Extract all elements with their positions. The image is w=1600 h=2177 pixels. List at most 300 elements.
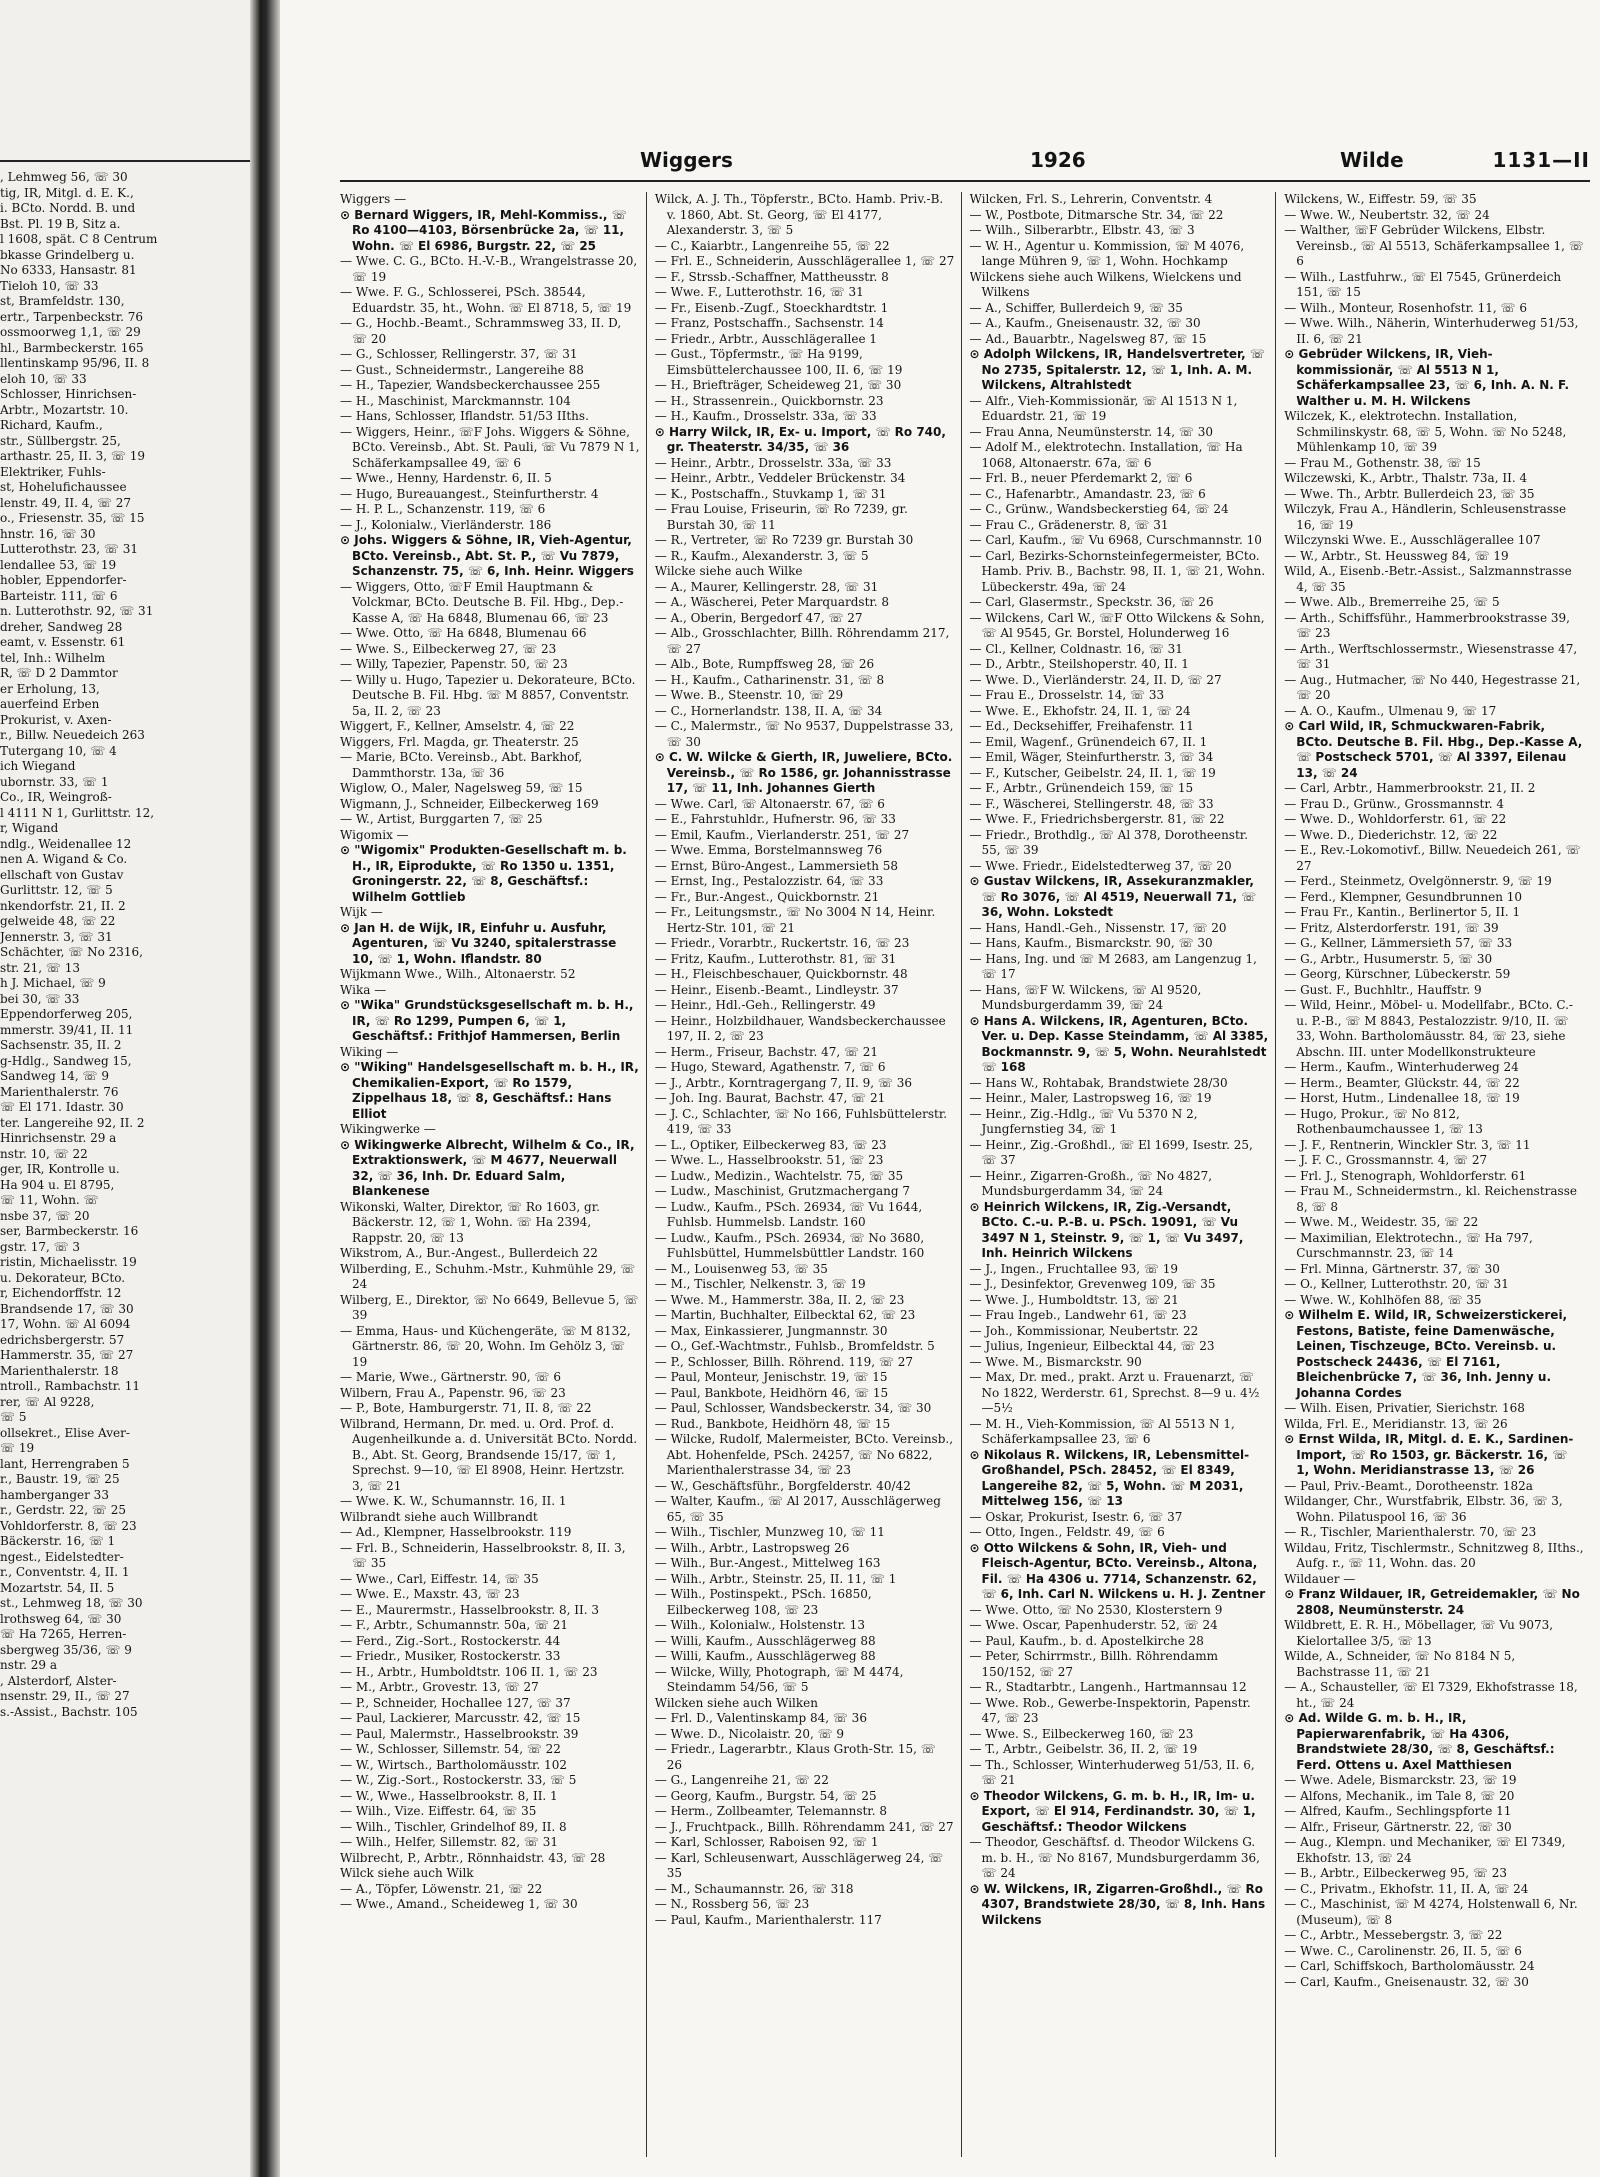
directory-entry: — Wwe. Wilh., Näherin, Winterhuderweg 51/53, II. 6, ☏ 21 [1284, 316, 1579, 346]
directory-entry: — Wilh., Tischler, Munzweg 10, ☏ 11 [654, 1525, 885, 1539]
directory-entry: Wilck siehe auch Wilk [340, 1866, 474, 1880]
directory-entry: — Wwe. Rob., Gewerbe-Inspektorin, Papenstr. 47, ☏ 23 [969, 1695, 1251, 1725]
firm-entry: ⊙ Otto Wilckens & Sohn, IR, Vieh- und Fleisch-Agentur, BCto. Vereinsb., Altona, Fil. ☏ Ha 4306 u. 7714, Schanzenstr. 62, ☏ 6, Inh. Carl N. Wilckens u. H. J. Zentner [969, 1540, 1266, 1601]
directory-entry: — Franz, Postschaffn., Sachsenstr. 14 [654, 316, 884, 330]
left-page-line: er Erholung, 13, [0, 681, 100, 696]
left-page-line: r., Gerdstr. 22, ☏ 25 [0, 1503, 126, 1517]
left-page-line: hamberganger 33 [0, 1487, 109, 1502]
directory-entry: — Cl., Kellner, Coldnastr. 16, ☏ 31 [969, 641, 1183, 656]
directory-entry: — Joh. Ing. Baurat, Bachstr. 47, ☏ 21 [654, 1091, 886, 1105]
directory-entry: — J. C., Schlachter, ☏ No 166, Fuhlsbüttelerstr. 419, ☏ 33 [654, 1106, 948, 1136]
left-page-line: ellschaft von Gustav [0, 867, 124, 882]
directory-entry: — H., Arbtr., Humboldtstr. 106 II. 1, ☏ 23 [340, 1664, 598, 1679]
directory-page [280, 0, 1600, 2177]
directory-entry: — M., Tischler, Nelkenstr. 3, ☏ 19 [654, 1277, 866, 1291]
directory-entry: — C., Hafenarbtr., Amandastr. 23, ☏ 6 [969, 486, 1206, 501]
directory-entry: Wildau, Fritz, Tischlermstr., Schnitzweg 8, IIths., Aufg. r., ☏ 11, Wohn. das. 20 [1284, 1540, 1584, 1570]
directory-entry: — Aug., Klempn. und Mechaniker, ☏ El 7349, Ekhofstr. 13, ☏ 24 [1284, 1835, 1566, 1865]
directory-entry: — Wwe. D., Vierländerstr. 24, II. D, ☏ 27 [969, 672, 1222, 687]
left-page-line: R, ☏ D 2 Dammtor [0, 666, 118, 680]
directory-entry: — Wwe. K. W., Schumannstr. 16, II. 1 [340, 1494, 567, 1508]
directory-entry: — Ernst, Ing., Pestalozzistr. 64, ☏ 33 [654, 874, 884, 888]
directory-entry: — Wilh., Arbtr., Lastropsweg 26 [654, 1540, 850, 1555]
directory-entry: Wilczek, K., elektrotechn. Installation, Schmilinskystr. 68, ☏ 5, Wohn. ☏ No 5248, Mühlenkamp 10, ☏ 39 [1284, 409, 1567, 454]
directory-entry: — Herm., Friseur, Bachstr. 47, ☏ 21 [654, 1044, 879, 1059]
directory-entry: — Wwe. F., Friedrichsbergerstr. 81, ☏ 22 [969, 812, 1225, 826]
book-gutter [250, 0, 280, 2177]
directory-entry: — Alfons, Mechanik., im Tale 8, ☏ 20 [1284, 1788, 1515, 1803]
firm-entry: ⊙ Gebrüder Wilckens, IR, Vieh-kommissionär, ☏ Al 5513 N 1, Schäferkampsallee 23, ☏ 6, Inh. A. N. F. Walther u. M. H. Wilckens [1284, 347, 1570, 408]
directory-entry: — Wiggers, Heinr., ☏F Johs. Wiggers & Söhne, BCto. Vereinsb., Abt. St. Pauli, ☏ Vu 7879 N 1, Schäferkampsallee 49, ☏ 6 [340, 424, 640, 470]
directory-entry: — B., Arbtr., Eilbeckerweg 95, ☏ 23 [1284, 1866, 1507, 1880]
directory-entry: — Frl. B., neuer Pferdemarkt 2, ☏ 6 [969, 471, 1193, 485]
directory-entry: — H., Briefträger, Scheideweg 21, ☏ 30 [654, 378, 902, 392]
directory-entry: — A. O., Kaufm., Ulmenau 9, ☏ 17 [1284, 703, 1497, 718]
directory-entry: — Wilcke, Rudolf, Malermeister, BCto. Vereinsb., Abt. Hohenfelde, PSch. 24257, ☏ No 6822, Marienthalerstrasse 34, ☏ 23 [654, 1432, 954, 1477]
left-page-line: hl., Barmbeckerstr. 165 [0, 340, 144, 355]
firm-entry: ⊙ Heinrich Wilckens, IR, Zig.-Versandt, BCto. C.-u. P.-B. u. PSch. 19091, ☏ Vu 3497 N 1, Steinstr. 9, ☏ 1, ☏ Vu 3497, Inh. Heinrich Wilckens [969, 1199, 1244, 1260]
directory-entry: — Frau M., Schneidermstrn., kl. Reichenstrasse 8, ☏ 8 [1284, 1184, 1577, 1214]
directory-entry: — Otto, Ingen., Feldstr. 49, ☏ 6 [969, 1525, 1165, 1539]
directory-entry: Wijkmann Wwe., Wilh., Altonaerstr. 52 [340, 967, 576, 981]
directory-entry: — Paul, Bankbote, Heidhörn 46, ☏ 15 [654, 1385, 889, 1400]
directory-entry: Wilcke siehe auch Wilke [654, 564, 803, 578]
left-page-line: i. BCto. Nordd. B. und [0, 201, 136, 215]
directory-entry: Wikonski, Walter, Direktor, ☏ Ro 1603, gr. Bäckerstr. 12, ☏ 1, Wohn. ☏ Ha 2394, Rappstr. 20, ☏ 13 [340, 1199, 600, 1245]
directory-entry: Wigomix — [340, 827, 409, 842]
left-page-line: eamt, v. Essenstr. 61 [0, 635, 126, 649]
left-page-line: Jennerstr. 3, ☏ 31 [0, 929, 113, 944]
left-page-line: Brandsende 17, ☏ 30 [0, 1301, 134, 1316]
left-page-line: nsenstr. 29, II., ☏ 27 [0, 1689, 130, 1703]
directory-entry: — Friedr., Lagerarbtr., Klaus Groth-Str. 15, ☏ 26 [654, 1742, 936, 1772]
left-page-line: tel, Inh.: Wilhelm [0, 650, 106, 665]
directory-entry: — W., Wwe., Hasselbrookstr. 8, II. 1 [340, 1788, 558, 1803]
directory-entry: — A., Maurer, Kellingerstr. 28, ☏ 31 [654, 579, 879, 594]
left-page-line: ☏ El 171. Idastr. 30 [0, 1100, 124, 1114]
directory-entry: — Willi, Kaufm., Ausschlägerweg 88 [654, 1633, 876, 1648]
directory-entry: Wiking — [340, 1044, 399, 1059]
directory-entry: — Ferd., Klempner, Gesundbrunnen 10 [1284, 889, 1523, 904]
left-page-line: n. Lutterothstr. 92, ☏ 31 [0, 604, 154, 618]
directory-entry: — Wwe. F. G., Schlosserei, PSch. 38544, Eduardstr. 35, ht., Wohn. ☏ El 8718, 5, ☏ 19 [340, 285, 632, 315]
directory-entry: — C., Hornerlandstr. 138, II. A, ☏ 34 [654, 703, 883, 718]
left-page-line: eloh 10, ☏ 33 [0, 371, 87, 386]
directory-entry: — Walter, Kaufm., ☏ Al 2017, Ausschlägerweg 65, ☏ 35 [654, 1494, 941, 1524]
directory-entry: — Emil, Wagenf., Grünendeich 67, II. 1 [969, 734, 1208, 749]
directory-entry: Wilda, Frl. E., Meridianstr. 13, ☏ 26 [1284, 1416, 1508, 1431]
firm-entry: ⊙ Carl Wild, IR, Schmuckwaren-Fabrik, BCto. Deutsche B. Fil. Hbg., Dep.-Kasse A, ☏ Postscheck 5701, ☏ Al 3397, Eilenau 13, ☏ 24 [1284, 719, 1583, 780]
directory-entry: — Carl, Schiffskoch, Bartholomäusstr. 24 [1284, 1959, 1535, 1973]
directory-entry: — Heinr., Holzbildhauer, Wandsbeckerchaussee 197, II. 2, ☏ 23 [654, 1013, 946, 1043]
directory-entry: — Alfr., Friseur, Gärtnerstr. 22, ☏ 30 [1284, 1819, 1512, 1834]
directory-entry: Wildbrett, E. R. H., Möbellager, ☏ Vu 9073, Kielortallee 3/5, ☏ 13 [1284, 1618, 1554, 1648]
left-page-line: bei 30, ☏ 33 [0, 991, 80, 1006]
directory-entry: — Ludw., Medizin., Wachtelstr. 75, ☏ 35 [654, 1168, 904, 1183]
directory-entry: — W., Schlosser, Sillemstr. 54, ☏ 22 [340, 1742, 561, 1756]
directory-entry: Wiggers, Frl. Magda, gr. Theaterstr. 25 [340, 734, 579, 749]
directory-entry: Wilczynski Wwe. E., Ausschlägerallee 107 [1284, 533, 1541, 547]
directory-entry: — Wwe. Otto, ☏ Ha 6848, Blumenau 66 [340, 626, 587, 640]
directory-entry: — Wwe. J., Humboldtstr. 13, ☏ 21 [969, 1292, 1179, 1307]
directory-entry: — Walther, ☏F Gebrüder Wilckens, Elbstr. Vereinsb., ☏ Al 5513, Schäferkampsallee 1, ☏ 6 [1284, 223, 1584, 268]
directory-entry: — Hans, Handl.-Geh., Nissenstr. 17, ☏ 20 [969, 920, 1227, 935]
firm-entry: ⊙ "Wigomix" Produkten-Gesellschaft m. b. H., IR, Eiprodukte, ☏ Ro 1350 u. 1351, Groningerstr. 22, ☏ 8, Geschäftsf.: Wilhelm Gottlieb [340, 843, 627, 904]
left-page-line: Eppendorferweg 205, [0, 1007, 133, 1021]
directory-entry: — H., Kaufm., Catharinenstr. 31, ☏ 8 [654, 672, 885, 687]
left-page-line: ser, Barmbeckerstr. 16 [0, 1224, 139, 1238]
directory-entry: — Maximilian, Elektrotechn., ☏ Ha 797, Curschmannstr. 23, ☏ 14 [1284, 1230, 1533, 1260]
directory-entry: — Hugo, Bureauangest., Steinfurtherstr. 4 [340, 486, 599, 501]
directory-entry: — Arth., Schiffsführ., Hammerbrookstrasse 39, ☏ 23 [1284, 610, 1570, 640]
directory-entry: — T., Arbtr., Geibelstr. 36, II. 2, ☏ 19 [969, 1742, 1198, 1756]
left-page-line: ristin, Michaelisstr. 19 [0, 1255, 137, 1269]
directory-entry: Wilde, A., Schneider, ☏ No 8184 N 5, Bachstrasse 11, ☏ 21 [1284, 1649, 1516, 1679]
directory-entry: — Willy, Tapezier, Papenstr. 50, ☏ 23 [340, 657, 568, 671]
directory-entry: — J., Desinfektor, Grevenweg 109, ☏ 35 [969, 1277, 1216, 1291]
directory-entry: — Theodor, Geschäftsf. d. Theodor Wilckens G. m. b. H., ☏ No 8167, Mundsburgerdamm 36, ☏ 24 [969, 1835, 1260, 1880]
directory-entry: — R., Stadtarbtr., Langenh., Hartmannsau 12 [969, 1680, 1247, 1694]
directory-entry: — Paul, Schlosser, Wandsbeckerstr. 34, ☏ 30 [654, 1401, 932, 1415]
directory-entry: — Frau Ingeb., Landwehr 61, ☏ 23 [969, 1308, 1187, 1322]
directory-entry: — Wilckens, Carl W., ☏F Otto Wilckens & Sohn, ☏ Al 9545, Gr. Borstel, Holunderweg 16 [969, 610, 1265, 640]
left-page-line: r, Eichendorffstr. 12 [0, 1286, 122, 1300]
directory-entry: — Heinr., Zig.-Hdlg., ☏ Vu 5370 N 2, Jungfernstieg 34, ☏ 1 [969, 1106, 1198, 1136]
directory-entry: — Adolf M., elektrotechn. Installation, ☏ Ha 1068, Altonaerstr. 67a, ☏ 6 [969, 440, 1243, 470]
header-year: 1926 [1030, 148, 1086, 172]
left-page-line: st., Lehmweg 18, ☏ 30 [0, 1596, 143, 1610]
directory-entry: — Gust., Töpfermstr., ☏ Ha 9199, Eimsbüttelerchaussee 100, II. 6, ☏ 19 [654, 347, 903, 377]
directory-entry: — Frl. B., Schneiderin, Hasselbrookstr. 8, II. 3, ☏ 35 [340, 1540, 626, 1570]
directory-entry: — Fr., Eisenb.-Zugf., Stoeckhardtstr. 1 [654, 300, 889, 315]
directory-entry: — A., Oberin, Bergedorf 47, ☏ 27 [654, 610, 863, 625]
directory-entry: — Wwe. M., Weidestr. 35, ☏ 22 [1284, 1215, 1479, 1229]
directory-entry: — P., Schlosser, Billh. Röhrend. 119, ☏ 27 [654, 1354, 914, 1369]
directory-entry: — E., Fahrstuhldr., Hufnerstr. 96, ☏ 33 [654, 812, 896, 826]
directory-entry: — A., Schausteller, ☏ El 7329, Ekhofstrasse 18, ht., ☏ 24 [1284, 1680, 1578, 1710]
left-page-line: str. 21, ☏ 13 [0, 960, 81, 975]
directory-entry: — Frau Fr., Kantin., Berlinertor 5, II. 1 [1284, 905, 1521, 919]
left-page-line: arthastr. 25, II. 3, ☏ 19 [0, 449, 145, 463]
directory-entry: — F., Wäscherei, Stellingerstr. 48, ☏ 33 [969, 796, 1214, 811]
directory-entry: — Gust., Schneidermstr., Langereihe 88 [340, 362, 584, 377]
left-page-line: Sandweg 14, ☏ 9 [0, 1069, 110, 1083]
directory-entry: — Wilh., Lastfuhrw., ☏ El 7545, Grünerdeich 151, ☏ 15 [1284, 269, 1562, 299]
directory-entry: — Max, Dr. med., prakt. Arzt u. Frauenarzt, ☏ No 1822, Werderstr. 61, Sprechst. 8—9 u. 4½—5½ [969, 1370, 1260, 1415]
column-3 [970, 192, 1277, 2157]
firm-entry: ⊙ Jan H. de Wijk, IR, Einfuhr u. Ausfuhr, Agenturen, ☏ Vu 3240, spitalerstrasse 10, ☏ 1, Wohn. Iflandstr. 80 [340, 920, 617, 966]
directory-entry: — E., Rev.-Lokomotivf., Billw. Neuedeich 261, ☏ 27 [1284, 843, 1581, 873]
directory-entry: — Marie, Wwe., Gärtnerstr. 90, ☏ 6 [340, 1370, 561, 1384]
directory-entry: — M., Arbtr., Grovestr. 13, ☏ 27 [340, 1680, 539, 1694]
directory-entry: — Ferd., Zig.-Sort., Rostockerstr. 44 [340, 1633, 561, 1648]
directory-entry: — Willi, Kaufm., Ausschlägerweg 88 [654, 1649, 876, 1663]
directory-entry: Wilczewski, K., Arbtr., Thalstr. 73a, II. 4 [1284, 471, 1528, 485]
firm-entry: ⊙ Ernst Wilda, IR, Mitgl. d. E. K., Sardinen-Import, ☏ Ro 1503, gr. Bäckerstr. 16, ☏ 1, Wohn. Meridianstrasse 13, ☏ 26 [1284, 1432, 1574, 1477]
directory-entry: — Wiggers, Otto, ☏F Emil Hauptmann & Volckmar, BCto. Deutsche B. Fil. Hbg., Dep.-Kasse A, ☏ Ha 6848, Blumenau 66, ☏ 23 [340, 579, 624, 625]
column-4 [1284, 192, 1590, 2157]
directory-entry: — E., Maurermstr., Hasselbrookstr. 8, II. 3 [340, 1602, 600, 1617]
directory-entry: — Carl, Kaufm., Gneisenaustr. 32, ☏ 30 [1284, 1974, 1529, 1989]
left-page-column [0, 170, 250, 1720]
left-page-line: tig, IR, Mitgl. d. E. K., [0, 185, 134, 200]
directory-entry: — K., Postschaffn., Stuvkamp 1, ☏ 31 [654, 486, 887, 501]
directory-entry: Wild, A., Eisenb.-Betr.-Assist., Salzmannstrasse 4, ☏ 35 [1284, 564, 1572, 594]
directory-entry: — Wwe., Amand., Scheideweg 1, ☏ 30 [340, 1897, 578, 1911]
directory-entry: — Frau Anna, Neumünsterstr. 14, ☏ 30 [969, 424, 1213, 439]
left-page-line: ngest., Eidelstedter- [0, 1549, 124, 1564]
left-page-line: edrichsbergerstr. 57 [0, 1332, 125, 1347]
firm-entry: ⊙ Hans A. Wilckens, IR, Agenturen, BCto. Ver. u. Dep. Kasse Steindamm, ☏ Al 3385, Bockmannstr. 9, ☏ 5, Wohn. Neurahlstedt ☏ 168 [969, 1013, 1269, 1074]
header-rule [340, 180, 1590, 182]
left-page-line: Tieloh 10, ☏ 33 [0, 278, 99, 293]
directory-entry: — C., Maschinist, ☏ M 4274, Holstenwall 6, Nr. (Museum), ☏ 8 [1284, 1897, 1578, 1927]
directory-entry: — C., Privatm., Ekhofstr. 11, II. A, ☏ 24 [1284, 1881, 1529, 1896]
directory-entry: — Wwe., Henny, Hardenstr. 6, II. 5 [340, 471, 552, 485]
directory-entry: — Carl, Kaufm., ☏ Vu 6968, Curschmannstr. 10 [969, 533, 1262, 547]
directory-entry: Wijk — [340, 905, 383, 919]
left-page-line: ertr., Tarpenbeckstr. 76 [0, 309, 144, 324]
left-page-line: Tutergang 10, ☏ 4 [0, 743, 117, 758]
firm-entry: ⊙ Adolph Wilckens, IR, Handelsvertreter, ☏ No 2735, Spitalerstr. 12, ☏ 1, Inh. A. M. Wilckens, Altrahlstedt [969, 347, 1265, 392]
directory-entry: — H., Strassenrein., Quickbornstr. 23 [654, 393, 884, 408]
firm-entry: ⊙ Harry Wilck, IR, Ex- u. Import, ☏ Ro 740, gr. Theaterstr. 34/35, ☏ 36 [654, 424, 946, 454]
directory-entry: — Wwe. B., Steenstr. 10, ☏ 29 [654, 688, 844, 702]
directory-entry: — Wwe. E., Maxstr. 43, ☏ 23 [340, 1587, 520, 1601]
directory-entry: — Aug., Hutmacher, ☏ No 440, Hegestrasse 21, ☏ 20 [1284, 672, 1581, 702]
directory-columns [340, 192, 1590, 2157]
left-page-line: llentinskamp 95/96, II. 8 [0, 356, 150, 370]
directory-entry: — Wwe., Carl, Eiffestr. 14, ☏ 35 [340, 1571, 539, 1586]
left-page-line: nstr. 10, ☏ 22 [0, 1146, 88, 1161]
directory-entry: — Julius, Ingenieur, Eilbecktal 44, ☏ 23 [969, 1339, 1215, 1353]
directory-entry: — Ludw., Maschinist, Grutzmachergang 7 [654, 1184, 911, 1198]
directory-entry: — Friedr., Arbtr., Ausschlägerallee 1 [654, 331, 878, 346]
directory-entry: — Frl. J., Stenograph, Wohldorferstr. 61 [1284, 1168, 1527, 1183]
left-page-line: nsbe 37, ☏ 20 [0, 1208, 90, 1223]
directory-entry: — Wwe. D., Diederichstr. 12, ☏ 22 [1284, 827, 1498, 842]
directory-entry: — H. P. L., Schanzenstr. 119, ☏ 6 [340, 502, 546, 516]
directory-entry: Wikstrom, A., Bur.-Angest., Bullerdeich 22 [340, 1246, 598, 1260]
left-page-line: Mozartstr. 54, II. 5 [0, 1580, 115, 1595]
directory-entry: — Wilh., Silberarbtr., Elbstr. 43, ☏ 3 [969, 223, 1195, 237]
column-2 [655, 192, 962, 2157]
left-page-line: , Alsterdorf, Alster- [0, 1673, 117, 1688]
left-page-line: lrothsweg 64, ☏ 30 [0, 1611, 122, 1626]
left-page-line: st, Hohelufichaussee [0, 480, 127, 494]
directory-entry: — Heinr., Hdl.-Geh., Rellingerstr. 49 [654, 998, 876, 1012]
directory-entry: — G., Arbtr., Husumerstr. 5, ☏ 30 [1284, 951, 1493, 966]
directory-entry: — M. H., Vieh-Kommission, ☏ Al 5513 N 1, Schäferkampsallee 23, ☏ 6 [969, 1416, 1235, 1446]
left-page-rule [0, 160, 250, 162]
left-page-line: Lutterothstr. 23, ☏ 31 [0, 542, 138, 556]
firm-entry: ⊙ Nikolaus R. Wilckens, IR, Lebensmittel-Großhandel, PSch. 28452, ☏ El 8349, Langereihe 82, ☏ 5, Wohn. ☏ M 2031, Mittelweg 156, ☏ 13 [969, 1447, 1250, 1508]
directory-entry: — Hugo, Prokur., ☏ No 812, Rothenbaumchaussee 1, ☏ 13 [1284, 1106, 1483, 1136]
directory-entry: — Hans, Kaufm., Bismarckstr. 90, ☏ 30 [969, 936, 1213, 950]
left-page-line: ☏ 5 [0, 1410, 27, 1424]
left-page-line: l 4111 N 1, Gurlittstr. 12, [0, 805, 155, 820]
left-page-line: Schächter, ☏ No 2316, [0, 945, 143, 959]
directory-entry: — Frau M., Gothenstr. 38, ☏ 15 [1284, 455, 1481, 470]
left-page-line: h J. Michael, ☏ 9 [0, 976, 106, 990]
directory-entry: Wiglow, O., Maler, Nagelsweg 59, ☏ 15 [340, 781, 583, 795]
directory-entry: — Fr., Leitungsmstr., ☏ No 3004 N 14, Heinr. Hertz-Str. 101, ☏ 21 [654, 905, 936, 935]
directory-entry: — Fr., Bur.-Angest., Quickbornstr. 21 [654, 889, 880, 904]
directory-entry: — Paul, Malermstr., Hasselbrookstr. 39 [340, 1726, 579, 1741]
directory-entry: — Frau E., Drosselstr. 14, ☏ 33 [969, 688, 1165, 702]
directory-entry: — Martin, Buchhalter, Eilbecktal 62, ☏ 23 [654, 1308, 916, 1322]
left-page-line: Co., IR, Weingroß- [0, 790, 112, 804]
directory-entry: — R., Kaufm., Alexanderstr. 3, ☏ 5 [654, 548, 869, 563]
directory-entry: — H., Kaufm., Drosselstr. 33a, ☏ 33 [654, 409, 877, 423]
left-page-line: st, Bramfeldstr. 130, [0, 294, 125, 308]
directory-entry: — L., Optiker, Eilbeckerweg 83, ☏ 23 [654, 1137, 887, 1152]
directory-entry: — Alb., Grosschlachter, Billh. Röhrendamm 217, ☏ 27 [654, 626, 950, 656]
directory-entry: — Ad., Bauarbtr., Nagelsweg 87, ☏ 15 [969, 331, 1207, 346]
directory-entry: — Wwe. D., Wohldorferstr. 61, ☏ 22 [1284, 812, 1507, 826]
directory-entry: — Wwe. Oscar, Papenhuderstr. 52, ☏ 24 [969, 1618, 1218, 1632]
directory-entry: — Wwe. F., Lutterothstr. 16, ☏ 31 [654, 285, 864, 299]
directory-entry: Wilbrand, Hermann, Dr. med. u. Ord. Prof. d. Augenheilkunde a. d. Universität BCto. Nordd. B., Abt. St. Georg, Brandsende 15/17, ☏ 1, Sprechst. 9—10, ☏ El 8908, Heinr. Hertzstr. 3, ☏ 21 [340, 1416, 638, 1493]
directory-entry: — Paul, Monteur, Jenischstr. 19, ☏ 15 [654, 1370, 888, 1384]
directory-entry: — Hans, Ing. und ☏ M 2683, am Langenzug 1, ☏ 17 [969, 951, 1257, 981]
directory-entry: — W., Zig.-Sort., Rostockerstr. 33, ☏ 5 [340, 1773, 577, 1787]
directory-entry: — O., Kellner, Lutterothstr. 20, ☏ 31 [1284, 1277, 1509, 1291]
left-page-line: l 1608, spät. C 8 Centrum [0, 232, 158, 246]
directory-entry: — Alfred, Kaufm., Sechlingspforte 11 [1284, 1804, 1512, 1818]
directory-entry: Wilbrecht, P., Arbtr., Rönnhaidstr. 43, ☏ 28 [340, 1850, 606, 1865]
directory-entry: — Wilh., Vize. Eiffestr. 64, ☏ 35 [340, 1804, 537, 1818]
directory-entry: — O., Gef.-Wachtmstr., Fuhlsb., Bromfeldstr. 5 [654, 1339, 935, 1353]
directory-entry: Wildauer — [1284, 1571, 1356, 1586]
left-page-line: Barteistr. 111, ☏ 6 [0, 588, 118, 603]
directory-entry: — Heinr., Eisenb.-Beamt., Lindleystr. 37 [654, 982, 899, 997]
directory-entry: — Wilh., Helfer, Sillemstr. 82, ☏ 31 [340, 1835, 559, 1849]
firm-entry: ⊙ "Wiking" Handelsgesellschaft m. b. H., IR, Chemikalien-Export, ☏ Ro 1579, Zippelhaus 18, ☏ 8, Geschäftsf.: Hans Elliot [340, 1060, 639, 1121]
left-page-line: No 6333, Hansastr. 81 [0, 263, 137, 277]
firm-entry: ⊙ Theodor Wilckens, G. m. b. H., IR, Im- u. Export, ☏ El 914, Ferdinandstr. 30, ☏ 1, Geschäftsf.: Theodor Wilckens [969, 1788, 1256, 1834]
directory-entry: — Frl. Minna, Gärtnerstr. 37, ☏ 30 [1284, 1261, 1500, 1276]
directory-entry: — G., Kellner, Lämmersieth 57, ☏ 33 [1284, 936, 1513, 950]
directory-entry: — J., Kolonialw., Vierländerstr. 186 [340, 517, 552, 532]
directory-entry: — Hugo, Steward, Agathenstr. 7, ☏ 6 [654, 1060, 886, 1074]
page-header [340, 148, 1590, 182]
left-page-line: lenstr. 49, II. 4, ☏ 27 [0, 495, 132, 510]
directory-entry: — A., Schiffer, Bullerdeich 9, ☏ 35 [969, 300, 1183, 315]
directory-entry: Wilckens siehe auch Wilkens, Wielckens und Wilkens [969, 269, 1242, 299]
firm-entry: ⊙ W. Wilckens, IR, Zigarren-Großhdl., ☏ Ro 4307, Brandstwiete 28/30, ☏ 8, Inh. Hans Wilckens [969, 1881, 1266, 1927]
left-page-line: Vohldorferstr. 8, ☏ 23 [0, 1518, 137, 1533]
directory-entry: — Fritz, Alsterdorferstr. 191, ☏ 39 [1284, 920, 1499, 935]
directory-entry: — Herm., Zollbeamter, Telemannstr. 8 [654, 1804, 887, 1818]
directory-entry: — Alb., Bote, Rumpffsweg 28, ☏ 26 [654, 657, 875, 671]
directory-entry: Wilbern, Frau A., Papenstr. 96, ☏ 23 [340, 1385, 566, 1400]
left-page-line: rer, ☏ Al 9228, [0, 1394, 95, 1409]
directory-entry: Wilberg, E., Direktor, ☏ No 6649, Bellevue 5, ☏ 39 [340, 1292, 639, 1322]
directory-entry: — Paul, Priv.-Beamt., Dorotheenstr. 182a [1284, 1478, 1533, 1493]
left-page-line: Arbtr., Mozartstr. 10. [0, 402, 129, 417]
firm-entry: ⊙ Bernard Wiggers, IR, Mehl-Kommiss., ☏ Ro 4100—4103, Börsenbrücke 2a, ☏ 11, Wohn. ☏ El 6986, Burgstr. 22, ☏ 25 [340, 207, 627, 253]
directory-entry: — J., Ingen., Fruchtallee 93, ☏ 19 [969, 1261, 1178, 1276]
directory-entry: — Hans W., Rohtabak, Brandstwiete 28/30 [969, 1075, 1228, 1090]
directory-entry: — G., Schlosser, Rellingerstr. 37, ☏ 31 [340, 347, 578, 361]
directory-entry: — Emma, Haus- und Küchengeräte, ☏ M 8132, Gärtnerstr. 86, ☏ 20, Wohn. Im Gehölz 3, ☏ 19 [340, 1323, 631, 1369]
left-page-line: str., Süllbergstr. 25, [0, 433, 121, 448]
directory-entry: — Wilh., Bur.-Angest., Mittelweg 163 [654, 1556, 881, 1570]
directory-entry: — Ludw., Kaufm., PSch. 26934, ☏ No 3680, Fuhlsbüttel, Hummelsbüttler Landstr. 160 [654, 1230, 925, 1260]
directory-entry: Wilcken, Frl. S., Lehrerin, Conventstr. 4 [969, 192, 1213, 206]
directory-entry: — C., Malermstr., ☏ No 9537, Duppelstrasse 33, ☏ 30 [654, 719, 954, 749]
left-page-line: ollsekret., Elise Aver- [0, 1425, 130, 1440]
directory-entry: — Th., Schlosser, Winterhuderweg 51/53, II. 6, ☏ 21 [969, 1757, 1255, 1787]
directory-entry: — Georg, Kürschner, Lübeckerstr. 59 [1284, 967, 1511, 981]
directory-entry: — Emil, Wäger, Steinfurtherstr. 3, ☏ 34 [969, 750, 1214, 764]
left-page-line: mmerstr. 39/41, II. 11 [0, 1022, 134, 1037]
left-page-line: Bäckerstr. 16, ☏ 1 [0, 1534, 116, 1548]
directory-entry: — Alfr., Vieh-Kommissionär, ☏ Al 1513 N 1, Eduardstr. 21, ☏ 19 [969, 393, 1238, 423]
directory-entry: — Wild, Heinr., Möbel- u. Modellfabr., BCto. C.- u. P.-B., ☏ M 8843, Pestalozzistr. 9/10, II. ☏ 33, Wohn. Bartholomäusstr. 84, ☏ 23, siehe Abschn. III. unter Modellkonstrukteure [1284, 998, 1573, 1059]
directory-entry: — Wwe. S., Eilbeckerweg 27, ☏ 23 [340, 641, 557, 656]
left-page-line: dreher, Sandweg 28 [0, 619, 123, 634]
directory-entry: Wilberding, E., Schuhm.-Mstr., Kuhmühle 29, ☏ 24 [340, 1261, 636, 1291]
directory-entry: — F., Arbtr., Schumannstr. 50a, ☏ 21 [340, 1618, 569, 1632]
left-page-line: ger, IR, Kontrolle u. [0, 1162, 120, 1176]
directory-entry: — W., Geschäftsführ., Borgfelderstr. 40/42 [654, 1478, 911, 1493]
directory-entry: — D., Arbtr., Steilshoperstr. 40, II. 1 [969, 657, 1189, 671]
directory-entry: — Wwe. C. G., BCto. H.-V.-B., Wrangelstrasse 20, ☏ 19 [340, 254, 638, 284]
directory-entry: — A., Kaufm., Gneisenaustr. 32, ☏ 30 [969, 316, 1201, 330]
directory-entry: — W., Postbote, Ditmarsche Str. 34, ☏ 22 [969, 207, 1224, 222]
column-1 [340, 192, 647, 2157]
directory-entry: — J., Arbtr., Korntragergang 7, II. 9, ☏ 36 [654, 1075, 913, 1090]
header-right-keyword: Wilde [1340, 148, 1404, 172]
directory-entry: — F., Kutscher, Geibelstr. 24, II. 1, ☏ 19 [969, 765, 1216, 780]
directory-entry: — Ed., Decksehiffer, Freihafenstr. 11 [969, 719, 1194, 733]
directory-entry: — Carl, Arbtr., Hammerbrookstr. 21, II. 2 [1284, 781, 1536, 795]
left-page-line: Hinrichsenstr. 29 a [0, 1131, 117, 1145]
directory-entry: — Wwe. D., Nicolaistr. 20, ☏ 9 [654, 1726, 845, 1741]
left-page-line: nen A. Wigand & Co. [0, 852, 128, 866]
directory-entry: — Marie, BCto. Vereinsb., Abt. Barkhof, Dammthorstr. 13a, ☏ 36 [340, 750, 583, 780]
left-page-line: ☏ 11, Wohn. ☏ [0, 1193, 99, 1207]
left-page-line: Elektriker, Fuhls- [0, 464, 106, 479]
directory-entry: — Heinr., Arbtr., Veddeler Brückenstr. 34 [654, 471, 906, 485]
directory-entry: — Heinr., Zigarren-Großh., ☏ No 4827, Mundsburgerdamm 34, ☏ 24 [969, 1168, 1213, 1198]
left-page-line: ☏ Ha 7265, Herren- [0, 1627, 127, 1641]
directory-entry: — Frau Louise, Friseurin, ☏ Ro 7239, gr. Burstah 30, ☏ 11 [654, 502, 908, 532]
left-page-line: Hammerstr. 35, ☏ 27 [0, 1348, 134, 1362]
directory-entry: — Willy u. Hugo, Tapezier u. Dekorateure, BCto. Deutsche B. Fil. Hbg. ☏ M 8857, Conventstr. 5a, II. 2, ☏ 23 [340, 672, 636, 718]
directory-entry: Wika — [340, 982, 387, 997]
directory-entry: — Ludw., Kaufm., PSch. 26934, ☏ Vu 1644, Fuhlsb. Hummelsb. Landstr. 160 [654, 1199, 923, 1229]
directory-entry: — Wwe. Emma, Borstelmannsweg 76 [654, 843, 883, 857]
directory-entry: — Karl, Schleusenwart, Ausschlägerweg 24, ☏ 35 [654, 1850, 944, 1880]
directory-entry: — Hans, Schlosser, Iflandstr. 51/53 IIths. [340, 409, 589, 423]
directory-entry: — Gust. F., Buchhltr., Hauffstr. 9 [1284, 982, 1482, 997]
left-page-line: ubornstr. 33, ☏ 1 [0, 774, 109, 789]
directory-entry: — Wilh., Monteur, Rosenhofstr. 11, ☏ 6 [1284, 300, 1527, 315]
directory-entry: — Hans, ☏F W. Wilckens, ☏ Al 9520, Mundsburgerdamm 39, ☏ 24 [969, 982, 1202, 1012]
firm-entry: ⊙ Gustav Wilckens, IR, Assekuranzmakler, ☏ Ro 3076, ☏ Al 4519, Neuerwall 71, ☏ 36, Wohn. Lokstedt [969, 874, 1257, 919]
directory-entry: — F., Arbtr., Grünendeich 159, ☏ 15 [969, 781, 1194, 795]
directory-entry: — A., Wäscherei, Peter Marquardstr. 8 [654, 595, 890, 609]
firm-entry: ⊙ "Wika" Grundstücksgesellschaft m. b. H., IR, ☏ Ro 1299, Pumpen 6, ☏ 1, Geschäftsf.: Frithjof Hammersen, Berlin [340, 998, 634, 1043]
firm-entry: ⊙ Franz Wildauer, IR, Getreidemakler, ☏ No 2808, Neumünsterstr. 24 [1284, 1587, 1580, 1617]
left-page-line: ossmoorweg 1,1, ☏ 29 [0, 325, 141, 339]
directory-entry: Wiggers — [340, 192, 407, 206]
firm-entry: ⊙ Wilhelm E. Wild, IR, Schweizerstickerei, Festons, Batiste, feine Damenwäsche, Leinen, Tischzeuge, BCto. Vereinsb. u. Postscheck 24436, ☏ El 7161, Bleichenbrücke 7, ☏ 36, Inh. Jenny u. Johanna Cordes [1284, 1308, 1568, 1400]
header-left-keyword: Wiggers [640, 148, 733, 172]
